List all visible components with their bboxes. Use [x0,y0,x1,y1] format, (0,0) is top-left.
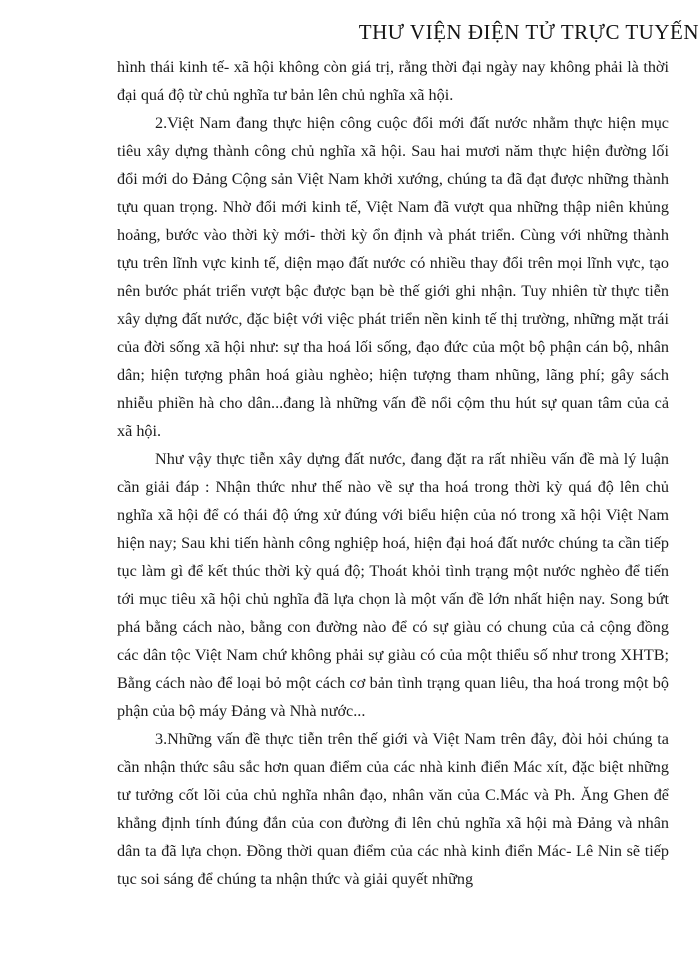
paragraph-1: hình thái kinh tế- xã hội không còn giá trị, rằng thời đại ngày nay không phải là thời đại quá độ từ chủ nghĩa tư bản lên chủ nghĩa xã hội. [117,58,669,104]
paragraph-3: Như vậy thực tiễn xây dựng đất nước, đang đặt ra rất nhiều vấn đề mà lý luận cần giải đáp : Nhận thức như thế nào về sự tha hoá trong thời kỳ quá độ lên chủ nghĩa xã hội để có thái độ ứng xử đúng với biểu hiện của nó trong xã hội Việt Nam hiện nay; Sau khi tiến hành công nghiệp hoá, hiện đại hoá đất nước chúng ta cần tiếp tục làm gì để kết thúc thời kỳ quá độ; Thoát khỏi tình trạng một nước nghèo để tiến tới mục tiêu xã hội chủ nghĩa đã lựa chọn là một vấn đề lớn nhất hiện nay. Song bứt phá bằng cách nào, bằng con đường nào để có sự giàu có chung của cả cộng đồng các dân tộc Việt Nam chứ không phải sự giàu có của một thiểu số như trong XHTB; Bằng cách nào để loại bỏ một cách cơ bản tình trạng quan liêu, tha hoá trong một bộ phận của bộ máy Đảng và Nhà nước... [117,450,669,720]
paragraph-4: 3.Những vấn đề thực tiễn trên thế giới và Việt Nam trên đây, đòi hỏi chúng ta cần nhận thức sâu sắc hơn quan điểm của các nhà kinh điển Mác xít, đặc biệt những tư tưởng cốt lõi của chủ nghĩa nhân đạo, nhân văn của C.Mác và Ph. Ăng Ghen để khẳng định tính đúng đắn của con đường đi lên chủ nghĩa xã hội mà Đảng và nhân dân ta đã lựa chọn. Đồng thời quan điểm của các nhà kinh điển Mác- Lê Nin sẽ tiếp tục soi sáng để chúng ta nhận thức và giải quyết những [117,730,669,888]
document-body [117,53,669,893]
library-watermark-header: THƯ VIỆN ĐIỆN TỬ TRỰC TUYẾN [358,20,699,44]
paragraph-2: 2.Việt Nam đang thực hiện công cuộc đổi mới đất nước nhằm thực hiện mục tiêu xây dựng thành công chủ nghĩa xã hội. Sau hai mươi năm thực hiện đường lối đổi mới do Đảng Cộng sản Việt Nam khởi xướng, chúng ta đã đạt được những thành tựu quan trọng. Nhờ đổi mới kinh tế, Việt Nam đã vượt qua những thập niên khủng hoảng, bước vào thời kỳ mới- thời kỳ ổn định và phát triển. Cùng với những thành tựu trên lĩnh vực kinh tế, diện mạo đất nước có nhiều thay đổi trên mọi lĩnh vực, tạo nên bước phát triển vượt bậc được bạn bè thế giới ghi nhận. Tuy nhiên từ thực tiễn xây dựng đất nước, đặc biệt với việc phát triển nền kinh tế thị trường, những mặt trái của đời sống xã hội như: sự tha hoá lối sống, đạo đức của một bộ phận cán bộ, nhân dân; hiện tượng phân hoá giàu nghèo; hiện tượng tham nhũng, lãng phí; gây sách nhiễu phiền hà cho dân...đang là những vấn đề nổi cộm thu hút sự quan tâm của cả xã hội. [117,114,669,440]
